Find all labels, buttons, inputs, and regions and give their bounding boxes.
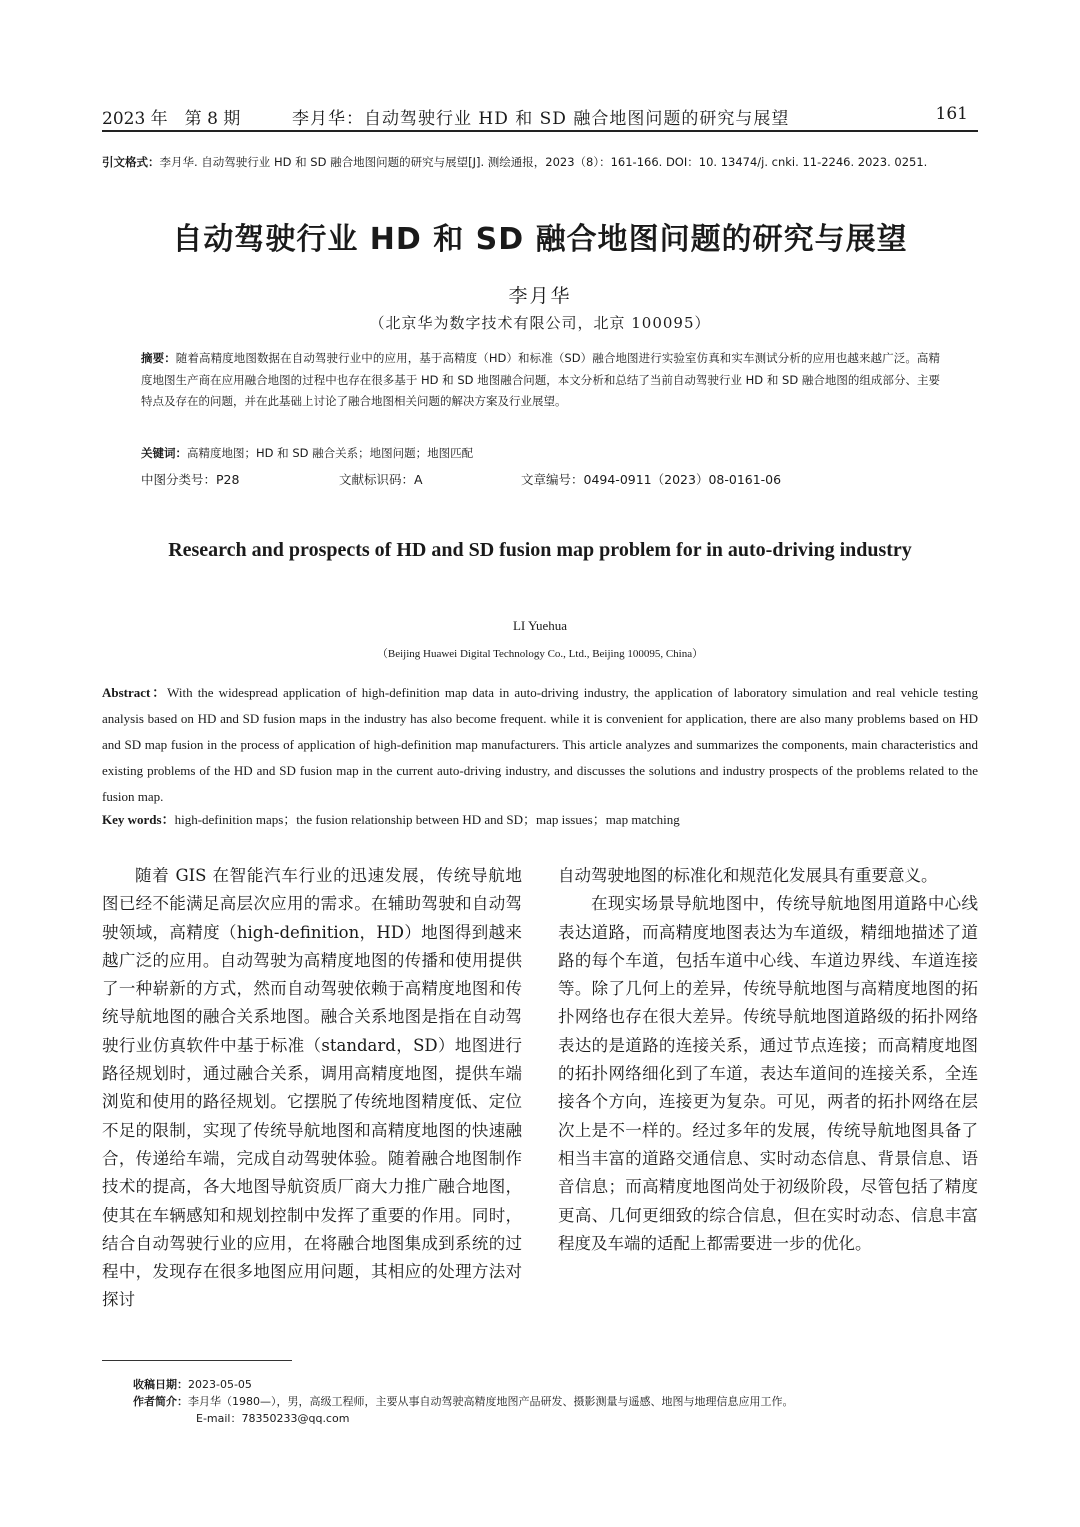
keywords-en xyxy=(102,809,978,828)
footnotes xyxy=(133,1376,980,1427)
body-paragraph: 随着 GIS 在智能汽车行业的迅速发展，传统导航地图已经不能满足高层次应用的需求。在辅助驾驶和自动驾驶领域，高精度（high-definition，HD）地图得到越来越广泛的应用。自动驾驶为高精度地图的传播和使用提供了一种崭新的方式，然而自动驾驶依赖于高精度地图和传统导航地图的融合关系地图。融合关系地图是指在自动驾驶行业仿真软件中基于标准（standard，SD）地图进行路径规划时，通过融合关系，调用高精度地图，提供车端浏览和使用的路径规划。它摆脱了传统地图精度低、定位不足的限制，实现了传统导航地图和高精度地图的快速融合，传递给车端，完成自动驾驶体验。随着融合地图制作技术的提高，各大地图导航资质厂商大力推广融合地图，使其在车辆感知和规划控制中发挥了重要的作用。同时，结合自动驾驶行业的应用，在将融合地图集成到系统的过程中，发现存在很多地图应用问题，其相应的处理方法对探讨 xyxy=(102,866,522,1310)
paper-title-en: Research and prospects of HD and SD fusion map problem for in auto-driving industry xyxy=(168,539,912,561)
body-paragraph: 在现实场景导航地图中，传统导航地图用道路中心线表达道路，而高精度地图表达为车道级，精细地描述了道路的每个车道，包括车道中心线、车道边界线、车道连接等。除了几何上的差异，传统导航地图与高精度地图的拓扑网络也存在很大差异。传统导航地图道路级的拓扑网络表达的是道路的连接关系，通过节点连接；而高精度地图的拓扑网络细化到了车道，表达车道间的连接关系，全连接各个方向，连接更为复杂。可见，两者的拓扑网络在层次上是不一样的。经过多年的发展，传统导航地图具备了相当丰富的道路交通信息、实时动态信息、背景信息、语音信息；而高精度地图尚处于初级阶段，尽管包括了精度更高、几何更细致的综合信息，但在实时动态、信息丰富程度及车端的适配上都需要进一步的优化。 xyxy=(558,894,978,1253)
header-rule xyxy=(102,130,978,132)
affiliation-en: （Beijing Huawei Digital Technology Co., Ltd., Beijing 100095, China） xyxy=(376,648,704,660)
abstract-cn-text: 随着高精度地图数据在自动驾驶行业中的应用，基于高精度（HD）和标准（SD）融合地图进行实验室仿真和实车测试分析的应用也越来越广泛。高精度地图生产商在应用融合地图的过程中也存在很多基于 HD 和 SD 地图融合问题，本文分析和总结了当前自动驾驶行业 HD 和 SD 融合地图的组成部分、主要特点及存在的问题，并在此基础上讨论了融合地图相关问题的解决方案及行业展望。 xyxy=(141,351,941,408)
abstract-en-text: With the widespread application of high-definition map data in auto-driving industry, the application of laboratory simulation and real vehicle testing analysis based on HD and SD fusion maps in the industry has also become frequent. while it is convenient for application, there are also many problems based on HD and SD map fusion in the process of application of high-definition map manufacturers. This article analyzes and summarizes the components, main characteristics and existing problems of the HD and SD fusion map in the current auto-driving industry, and discusses the solutions and industry prospects of the problems related to the fusion map. xyxy=(102,685,978,804)
keywords-cn xyxy=(141,445,940,461)
citation-label: 引文格式： xyxy=(102,155,160,169)
body-paragraph-continued: 自动驾驶地图的标准化和规范化发展具有重要意义。 xyxy=(558,866,938,885)
author-email: E-mail：78350233@qq.com xyxy=(196,1412,350,1425)
running-title: 李月华：自动驾驶行业 HD 和 SD 融合地图问题的研究与展望 xyxy=(292,109,790,129)
affiliation-cn: （北京华为数字技术有限公司，北京 100095） xyxy=(369,314,711,332)
running-header xyxy=(102,100,978,128)
author-name-en: LI Yuehua xyxy=(512,618,568,633)
abstract-en xyxy=(102,680,978,810)
citation-format xyxy=(102,150,978,175)
keywords-cn-text: 高精度地图；HD 和 SD 融合关系；地图问题；地图匹配 xyxy=(187,446,474,460)
received-label: 收稿日期： xyxy=(133,1378,188,1391)
abstract-cn-label: 摘要： xyxy=(141,351,176,365)
page-number: 161 xyxy=(935,104,968,124)
abstract-en-label: Abstract： xyxy=(102,685,168,700)
document-code: 文献标识码：A xyxy=(339,472,423,487)
keywords-en-text: high-definition maps；the fusion relationship between HD and SD；map issues；map matching xyxy=(174,812,680,827)
keywords-cn-label: 关键词： xyxy=(141,446,187,460)
author-name-cn: 李月华 xyxy=(508,285,572,307)
footnote-rule xyxy=(102,1360,292,1361)
classification-row xyxy=(141,470,940,492)
clc-number: 中图分类号：P28 xyxy=(141,472,240,487)
keywords-en-label: Key words： xyxy=(102,812,175,827)
issue-label: 2023 年 第 8 期 xyxy=(102,109,241,129)
author-bio-label: 作者简介： xyxy=(133,1395,188,1408)
received-date xyxy=(133,1376,980,1393)
body-column-right xyxy=(558,862,978,1258)
abstract-cn xyxy=(141,348,940,413)
author-bio xyxy=(133,1393,980,1410)
author-bio-text: 李月华（1980—），男，高级工程师，主要从事自动驾驶高精度地图产品研发、摄影测量与遥感、地图与地理信息应用工作。 xyxy=(188,1395,794,1408)
body-column-left xyxy=(102,862,522,1315)
paper-title-cn: 自动驾驶行业 HD 和 SD 融合地图问题的研究与展望 xyxy=(172,222,908,257)
citation-text: 李月华. 自动驾驶行业 HD 和 SD 融合地图问题的研究与展望[J]. 测绘通报，2023（8）：161-166. DOI：10. 13474/j. cnki. 11-2246. 2023. 0251. xyxy=(159,155,928,169)
received-value: 2023-05-05 xyxy=(188,1378,252,1391)
article-number: 文章编号：0494-0911（2023）08-0161-06 xyxy=(521,472,782,487)
